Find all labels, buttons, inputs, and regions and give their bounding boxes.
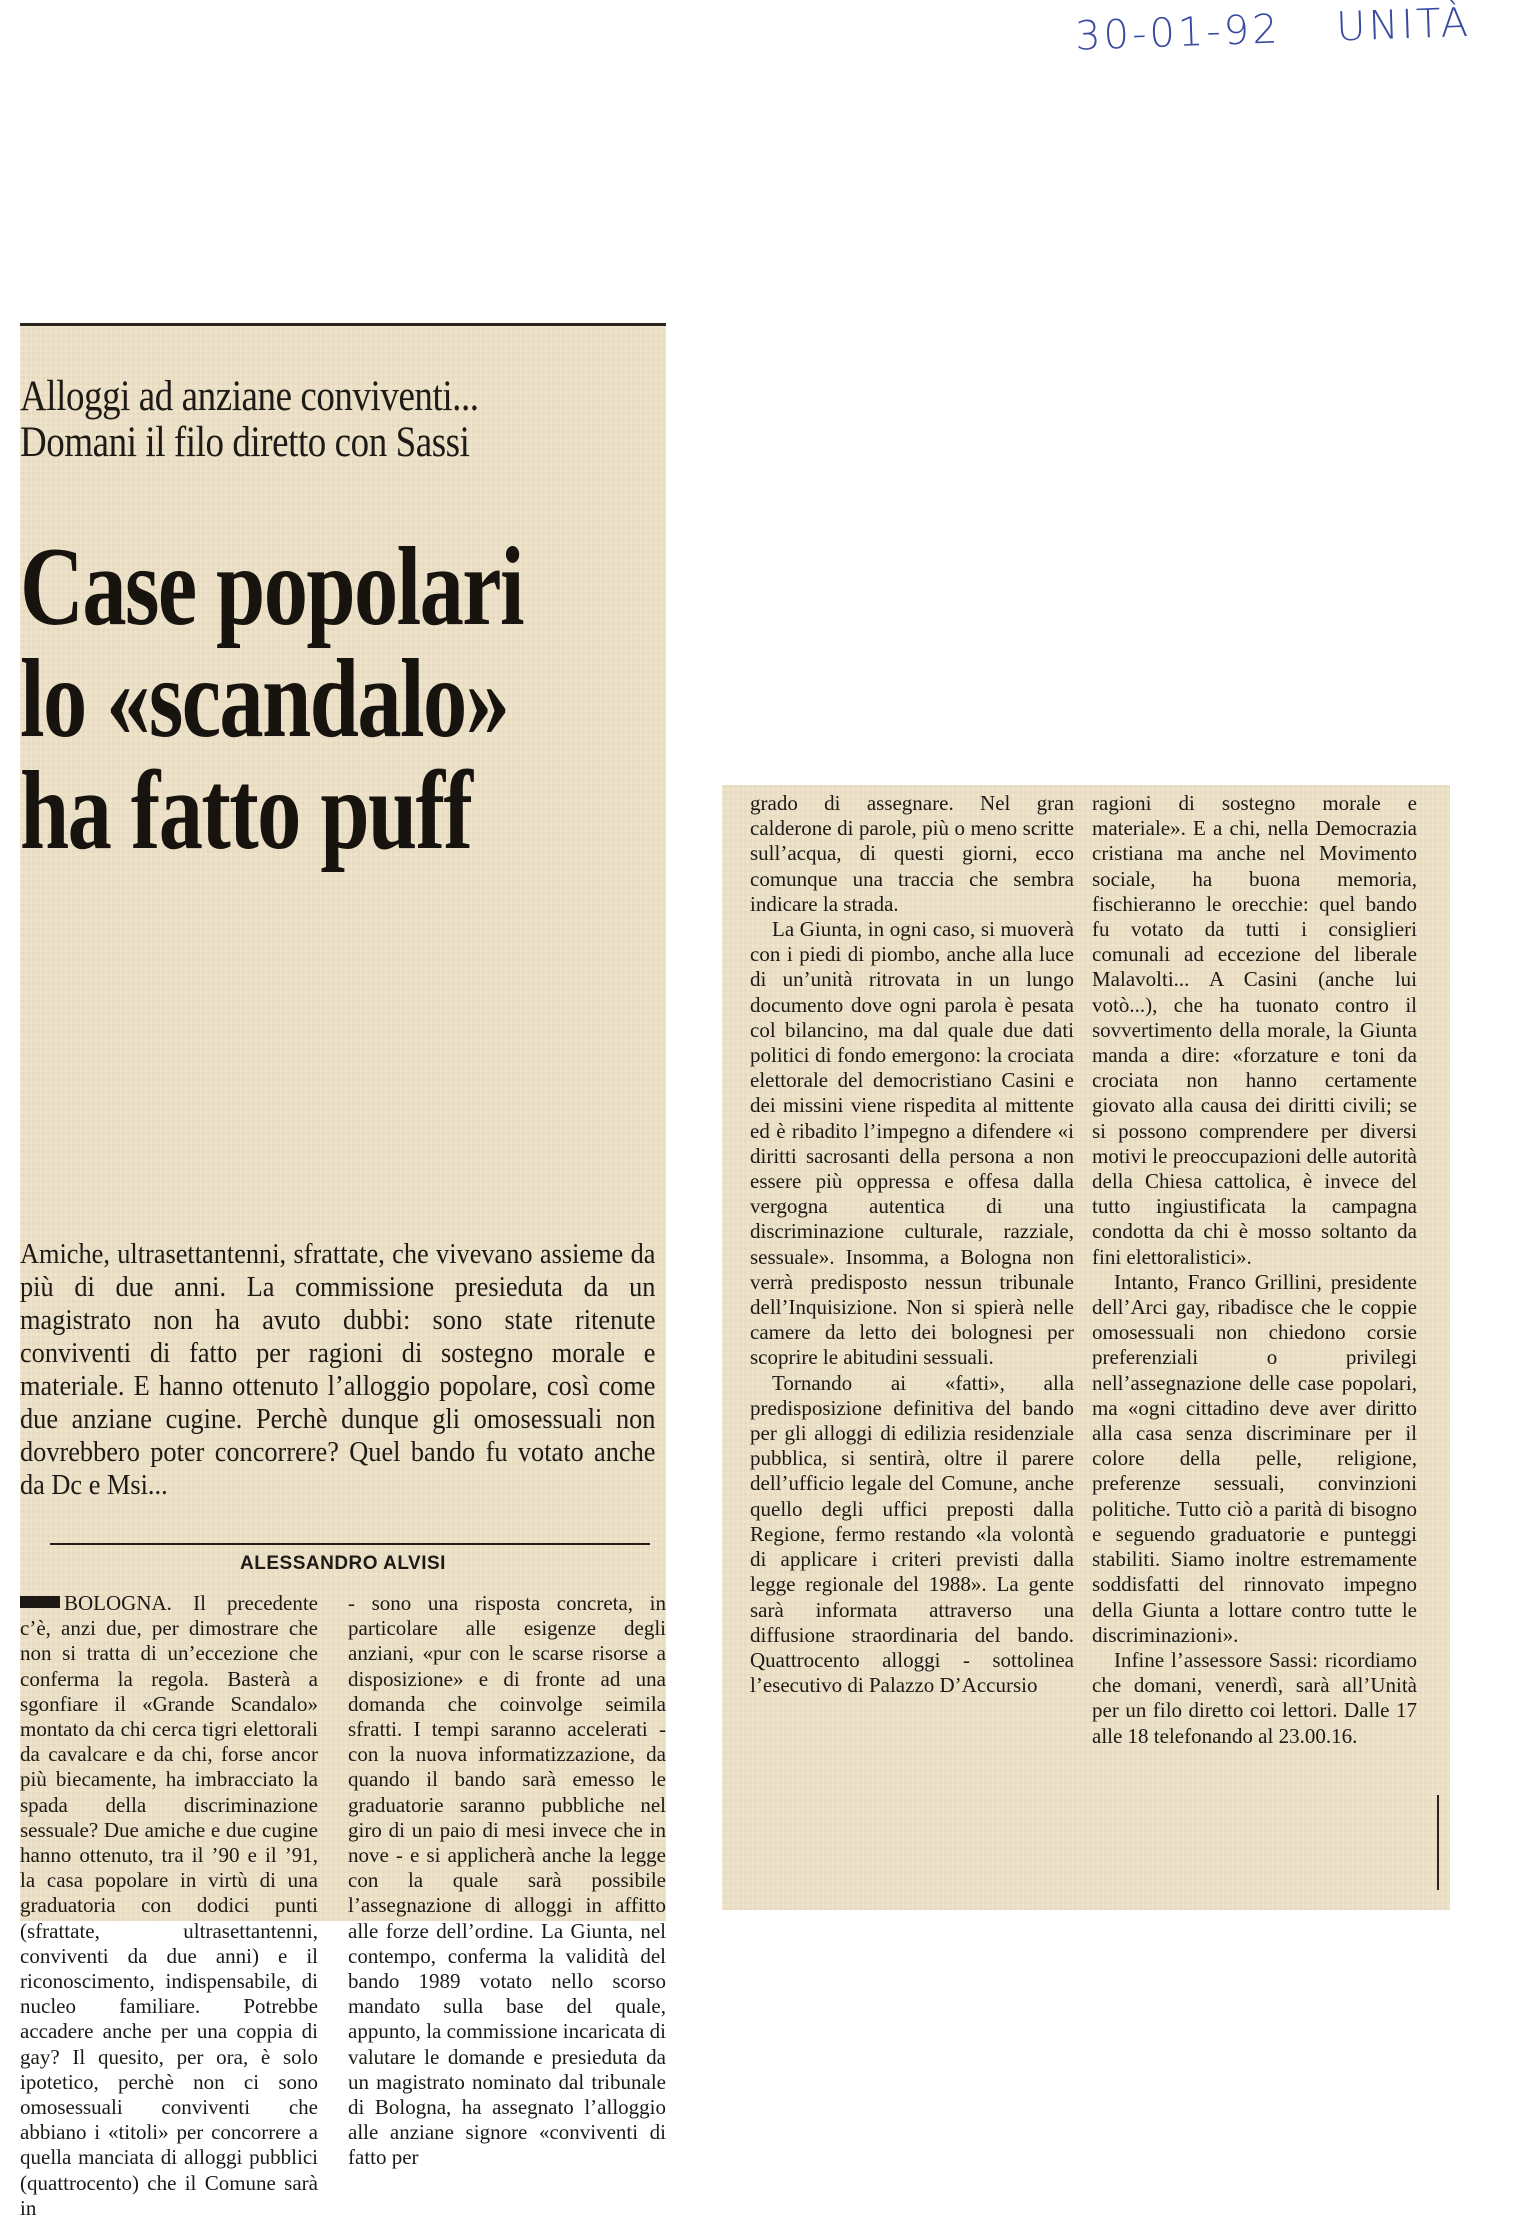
- column-4-paragraph-2: Intanto, Franco Grillini, presidente dell’Arci gay, ribadisce che le coppie omosessuali non chiedono corsie preferenziali o privilegi nell’assegnazione delle case popolari, ma «ogni cittadino deve aver diritto alla casa senza discriminare per il colore della pelle, religione, preferenze sessuali, convinzioni politiche. Tutto ciò a parità di bisogno e seguendo graduatorie e punteggi stabiliti. Siamo inoltre estremamente soddisfatti del rinnovato impegno della Giunta a lottare contro tutte le discriminazioni».: [1092, 1269, 1417, 1647]
- clipping-left: [20, 323, 666, 2220]
- dateline: BOLOGNA.: [64, 1591, 172, 1615]
- article-column-1: [20, 1591, 318, 2221]
- headline: [20, 525, 523, 873]
- summary-lede: Amiche, ultrasettantenni, sfrattate, che vivevano assieme da più di due anni. La commissione presieduta da un magistrato non ha avuto dubbi: sono state ritenute conviventi di fatto per ragioni di sostegno morale e materiale. E hanno ottenuto l’alloggio popolare, così come due anziane cugine. Perchè dunque gli omosessuali non dovrebbero poter concorrere? Quel bando fu votato anche da Dc e Msi...: [20, 1239, 656, 1501]
- kicker-line-2: Domani il filo diretto con Sassi: [20, 419, 470, 466]
- column-4-paragraph-1: ragioni di sostegno morale e materiale». E a chi, nella Democrazia cristiana ma anche nel Movimento sociale, ha buona memoria, fischieranno le orecchie: quel bando fu votato da tutti i consiglieri comunali ad eccezione del liberale Malavolti... A Casini (anche lui votò...), che ha tuonato contro il sovvertimento della morale, la Giunta manda a dire: «forzature e toni da crociata non hanno certamente giovato alla causa dei diritti civili; se si possono comprendere per diversi motivi le preoccupazioni delle autorità della Chiesa cattolica, è invece del tutto ingiustificata la campagna condotta da chi è mosso soltanto da fini elettoralistici».: [1092, 791, 1417, 1269]
- column-4-paragraph-3: Infine l’assessore Sassi: ricordiamo che domani, venerdì, sarà all’Unità per un filo diretto coi lettori. Dalle 17 alle 18 telefonando al 23.00.16.: [1092, 1647, 1417, 1748]
- article-column-2: [348, 1591, 666, 2171]
- handwritten-annotation: [1074, 0, 1511, 60]
- column-3-paragraph-3: Tornando ai «fatti», alla predisposizione definitiva del bando per gli alloggi di edilizia residenziale pubblica, si sentirà, oltre il parere dell’ufficio legale del Comune, anche quello degli uffici preposti dalla Regione, fermo restando «la volontà di applicare i criteri previsti dalla legge regionale del 1988». La gente sarà informata attraverso una diffusione straordinaria del bando. Quattrocento alloggi - sottolinea l’esecutivo di Palazzo D’Accursio: [750, 1370, 1074, 1698]
- kicker: [20, 374, 570, 466]
- dateline-marker-icon: [20, 1596, 60, 1608]
- headline-line-3: ha fatto puff: [20, 749, 472, 873]
- annotation-date: 30-01-92: [1074, 6, 1282, 60]
- column-3-paragraph-2: La Giunta, in ogni caso, si muoverà con i piedi di piombo, anche alla luce di un’unità ritrovata in un lungo documento dove ogni parola è pesata col bilancino, ma dal quale due dati politici di fondo emergono: la crociata elettorale del democristiano Casini e dei missini viene rispedita al mittente ed è ribadito l’impegno a difendere «i diritti sacrosanti della persona a non essere più oppressa e offesa dalla vergogna autentica di una discriminazione culturale, razziale, sessuale». Insomma, a Bologna non verrà predisposto nessun tribunale dell’Inquisizione. Non si spierà nelle camere da letto dei bolognesi per scoprire le abitudini sessuali.: [750, 917, 1074, 1370]
- annotation-source: UNITÀ: [1335, 0, 1472, 51]
- headline-line-2: lo «scandalo»: [20, 637, 509, 761]
- clipping-right: [722, 785, 1450, 1910]
- column-3-paragraph-1: grado di assegnare. Nel gran calderone di parole, più o meno scritte sull’acqua, di questi giorni, ecco comunque una traccia che sembra indicare la strada.: [750, 791, 1074, 916]
- article-column-3: [750, 791, 1074, 1698]
- article-column-4: [1092, 791, 1417, 1749]
- kicker-line-1: Alloggi ad anziane conviventi...: [20, 373, 479, 420]
- column-1-paragraph-1: Il precedente c’è, anzi due, per dimostrare che non si tratta di un’eccezione che conferma la regola. Basterà a sgonfiare il «Grande Scandalo» montato da chi cerca tigri elettorali da cavalcare e da chi, forse ancor più biecamente, ha imbracciato la spada della discriminazione sessuale? Due amiche e due cugine hanno ottenuto, tra il ’90 e il ’91, la casa popolare in virtù di una graduatoria con dodici punti (sfrattate, ultrasettantenni, conviventi da due anni) e il riconoscimento, indispensabile, di nucleo familiare. Potrebbe accadere anche per una coppia di gay? Il quesito, per ora, è solo ipotetico, perchè non ci sono omosessuali conviventi che abbiano i «titoli» per concorrere a quella manciata di alloggi pubblici (quattrocento) che il Comune sarà in: [20, 1591, 318, 2220]
- byline: ALESSANDRO ALVISI: [240, 1553, 446, 1574]
- column-2-paragraph-1: - sono una risposta concreta, in particolare alle esigenze degli anziani, «pur con le scarse risorse a disposizione» e di fronte ad una domanda che coinvolge seimila sfratti. I tempi saranno accelerati - con la nuova informatizzazione, da quando il bando sarà emesso le graduatorie saranno pubbliche nel giro di un paio di mesi invece che in nove - e si applicherà anche la legge con la quale sarà possibile l’assegnazione di alloggi in affitto alle forze dell’ordine. La Giunta, nel contempo, conferma la validità del bando 1989 votato nello scorso mandato sulla base del quale, appunto, la commissione incaricata di valutare le domande e presieduta da un magistrato nominato dal tribunale di Bologna, ha assegnato l’alloggio alle anziane signore «conviventi di fatto per: [348, 1591, 666, 2170]
- byline-divider: [50, 1543, 650, 1545]
- column-rule: [1437, 1795, 1439, 1890]
- headline-line-1: Case popolari: [20, 525, 523, 649]
